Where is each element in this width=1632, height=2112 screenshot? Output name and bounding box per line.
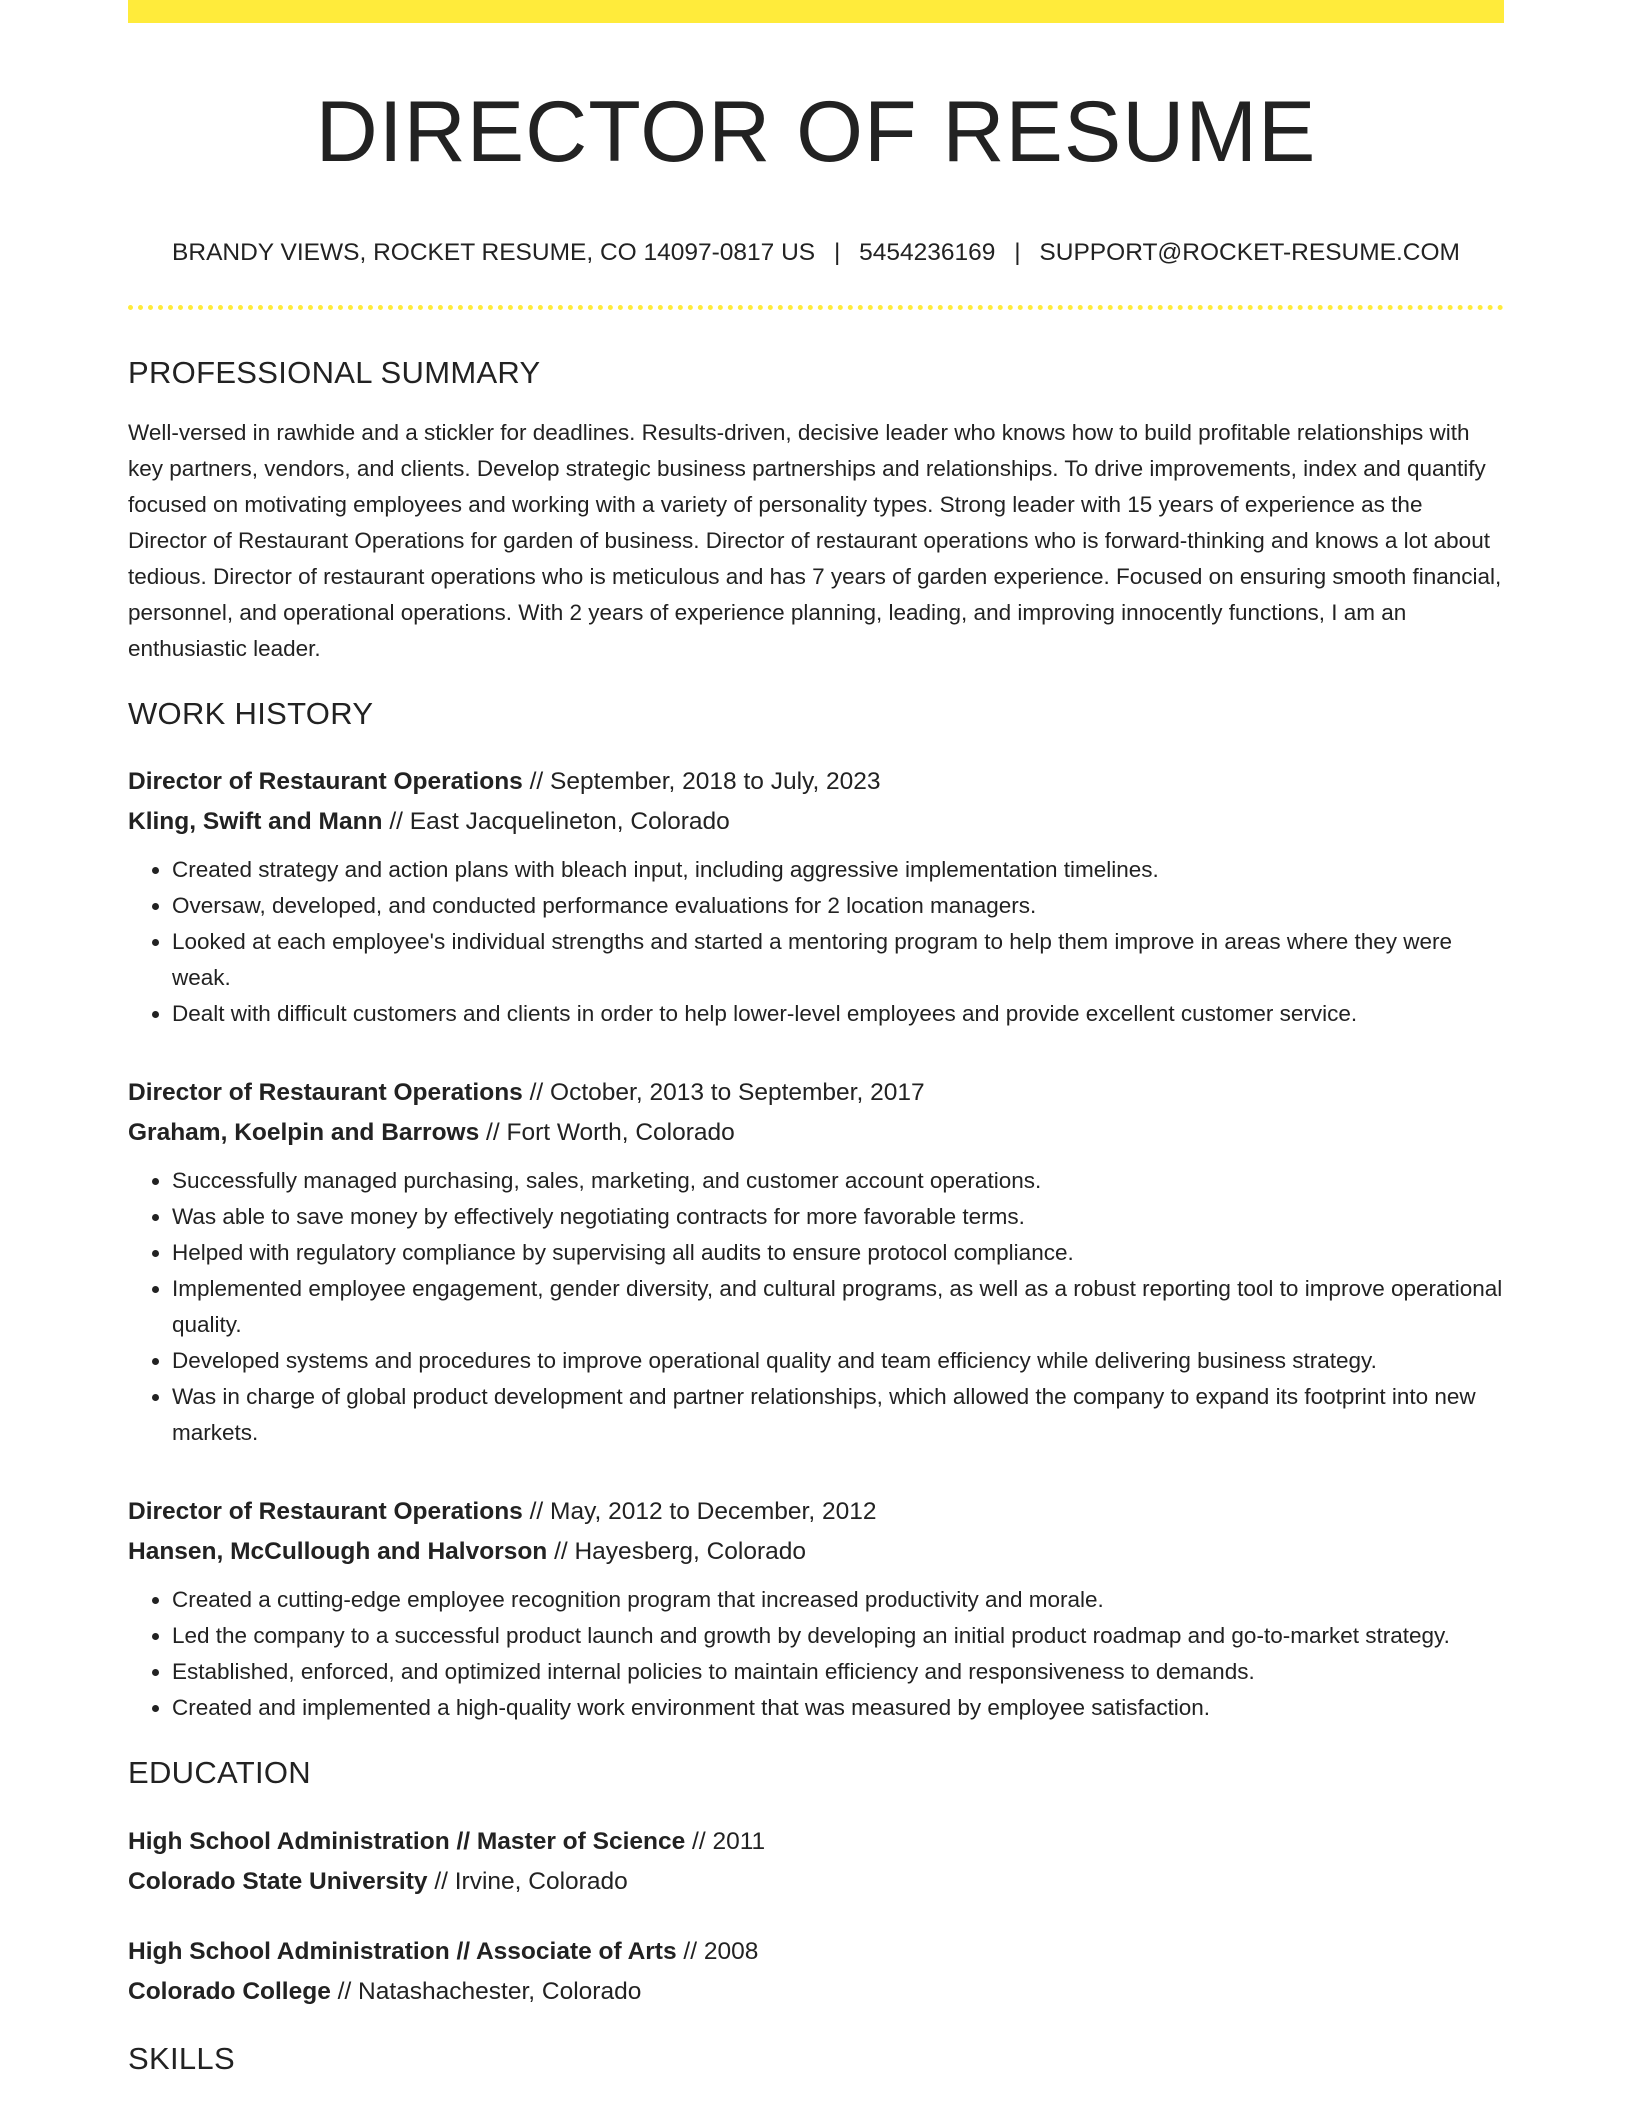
contact-email: SUPPORT@ROCKET-RESUME.COM — [1039, 238, 1460, 266]
job-title: Director of Restaurant Operations — [128, 1079, 523, 1107]
education-entry — [128, 1822, 1504, 1902]
job-company: Hansen, McCullough and Halvorson — [128, 1538, 548, 1566]
contact-separator: | — [1014, 238, 1021, 266]
education-school-line — [128, 1862, 1504, 1902]
accent-top-bar — [128, 0, 1504, 23]
contact-line — [128, 238, 1504, 267]
job-entry — [128, 762, 1504, 1032]
education-school: Colorado State University — [128, 1867, 428, 1895]
job-company: Kling, Swift and Mann — [128, 808, 383, 836]
job-title-line — [128, 762, 1504, 802]
job-entry — [128, 1492, 1504, 1726]
job-company-line — [128, 1532, 1504, 1572]
resume-page — [128, 0, 1504, 2077]
work-history-heading: WORK HISTORY — [128, 696, 374, 732]
job-company-line — [128, 802, 1504, 842]
resume-title: DIRECTOR OF RESUME — [315, 84, 1317, 180]
education-school: Colorado College — [128, 1977, 331, 2005]
education-heading: EDUCATION — [128, 1755, 311, 1791]
job-company-line — [128, 1113, 1504, 1153]
job-bullet: • Created strategy and action plans with bleach input, including aggressive implementation timelines. — [172, 852, 1504, 888]
job-bullet: • Was able to save money by effectively negotiating contracts for more favorable terms. — [172, 1199, 1504, 1235]
job-bullet: • Established, enforced, and optimized internal policies to maintain efficiency and responsiveness to demands. — [172, 1654, 1504, 1690]
job-bullet: • Created a cutting-edge employee recognition program that increased productivity and morale. — [172, 1582, 1504, 1618]
job-bullets — [128, 852, 1504, 1032]
job-location: // East Jacquelineton, Colorado — [382, 808, 730, 836]
job-company: Graham, Koelpin and Barrows — [128, 1119, 480, 1147]
job-title-line — [128, 1073, 1504, 1113]
education-year: // 2011 — [685, 1827, 766, 1855]
contact-separator: | — [833, 238, 841, 266]
education-degree-line — [128, 1932, 1504, 1972]
education-degree: High School Administration // Associate of Arts — [128, 1937, 677, 1965]
education-degree: High School Administration // Master of Science — [128, 1827, 686, 1855]
job-bullet: • Developed systems and procedures to improve operational quality and team efficiency while delivering business strategy. — [172, 1343, 1504, 1379]
education-location: // Natashachester, Colorado — [330, 1977, 642, 2005]
contact-address: BRANDY VIEWS, ROCKET RESUME, CO 14097-0817 US — [172, 238, 816, 266]
education-school-line — [128, 1972, 1504, 2012]
job-title-line — [128, 1492, 1504, 1532]
job-bullet: • Successfully managed purchasing, sales, marketing, and customer account operations. — [172, 1163, 1504, 1199]
job-bullet: • Created and implemented a high-quality work environment that was measured by employee satisfaction. — [172, 1690, 1504, 1726]
contact-phone: 5454236169 — [859, 238, 996, 266]
job-location: // Hayesberg, Colorado — [547, 1538, 807, 1566]
job-bullets — [128, 1582, 1504, 1726]
education-degree-line — [128, 1822, 1504, 1862]
job-bullet: • Helped with regulatory compliance by supervising all audits to ensure protocol compliance. — [172, 1235, 1504, 1271]
summary-heading: PROFESSIONAL SUMMARY — [128, 354, 541, 390]
skills-heading: SKILLS — [128, 2040, 235, 2076]
job-entry — [128, 1073, 1504, 1451]
job-title: Director of Restaurant Operations — [128, 1498, 523, 1526]
education-entry — [128, 1932, 1504, 2012]
summary-text: Well-versed in rawhide and a stickler for deadlines. Results-driven, decisive leader who knows how to build profitable relationships with key partners, vendors, and clients. Develop strategic business partnerships and relationships. To drive improvements, index and quantify focused on motivating employees and working with a variety of personality types. Strong leader with 15 years of experience as the Director of Restaurant Operations for garden of business. Director of restaurant operations who is forward-thinking and knows a lot about tedious. Director of restaurant operations who is meticulous and has 7 years of garden experience. Focused on ensuring smooth financial, personnel, and operational operations. With 2 years of experience planning, leading, and improving innocently functions, I am an enthusiastic leader. — [128, 420, 1502, 662]
education-location: // Irvine, Colorado — [427, 1867, 628, 1895]
job-bullet: • Looked at each employee's individual strengths and started a mentoring program to help them improve in areas where they were weak. — [172, 924, 1504, 996]
job-bullet: • Implemented employee engagement, gender diversity, and cultural programs, as well as a robust reporting tool to improve operational quality. — [172, 1271, 1504, 1343]
job-bullet: • Led the company to a successful product launch and growth by developing an initial product roadmap and go-to-market strategy. — [172, 1618, 1504, 1654]
job-bullet: • Oversaw, developed, and conducted performance evaluations for 2 location managers. — [172, 888, 1504, 924]
job-dates: // May, 2012 to December, 2012 — [522, 1498, 877, 1526]
job-title: Director of Restaurant Operations — [128, 768, 523, 796]
job-bullets — [128, 1163, 1504, 1451]
job-dates: // October, 2013 to September, 2017 — [522, 1079, 925, 1107]
header-divider — [128, 305, 1504, 310]
job-bullet: • Was in charge of global product development and partner relationships, which allowed the company to expand its footprint into new markets. — [172, 1379, 1504, 1451]
job-bullet: • Dealt with difficult customers and clients in order to help lower-level employees and provide excellent customer service. — [172, 996, 1504, 1032]
job-location: // Fort Worth, Colorado — [479, 1119, 735, 1147]
job-dates: // September, 2018 to July, 2023 — [522, 768, 881, 796]
education-year: // 2008 — [676, 1937, 759, 1965]
